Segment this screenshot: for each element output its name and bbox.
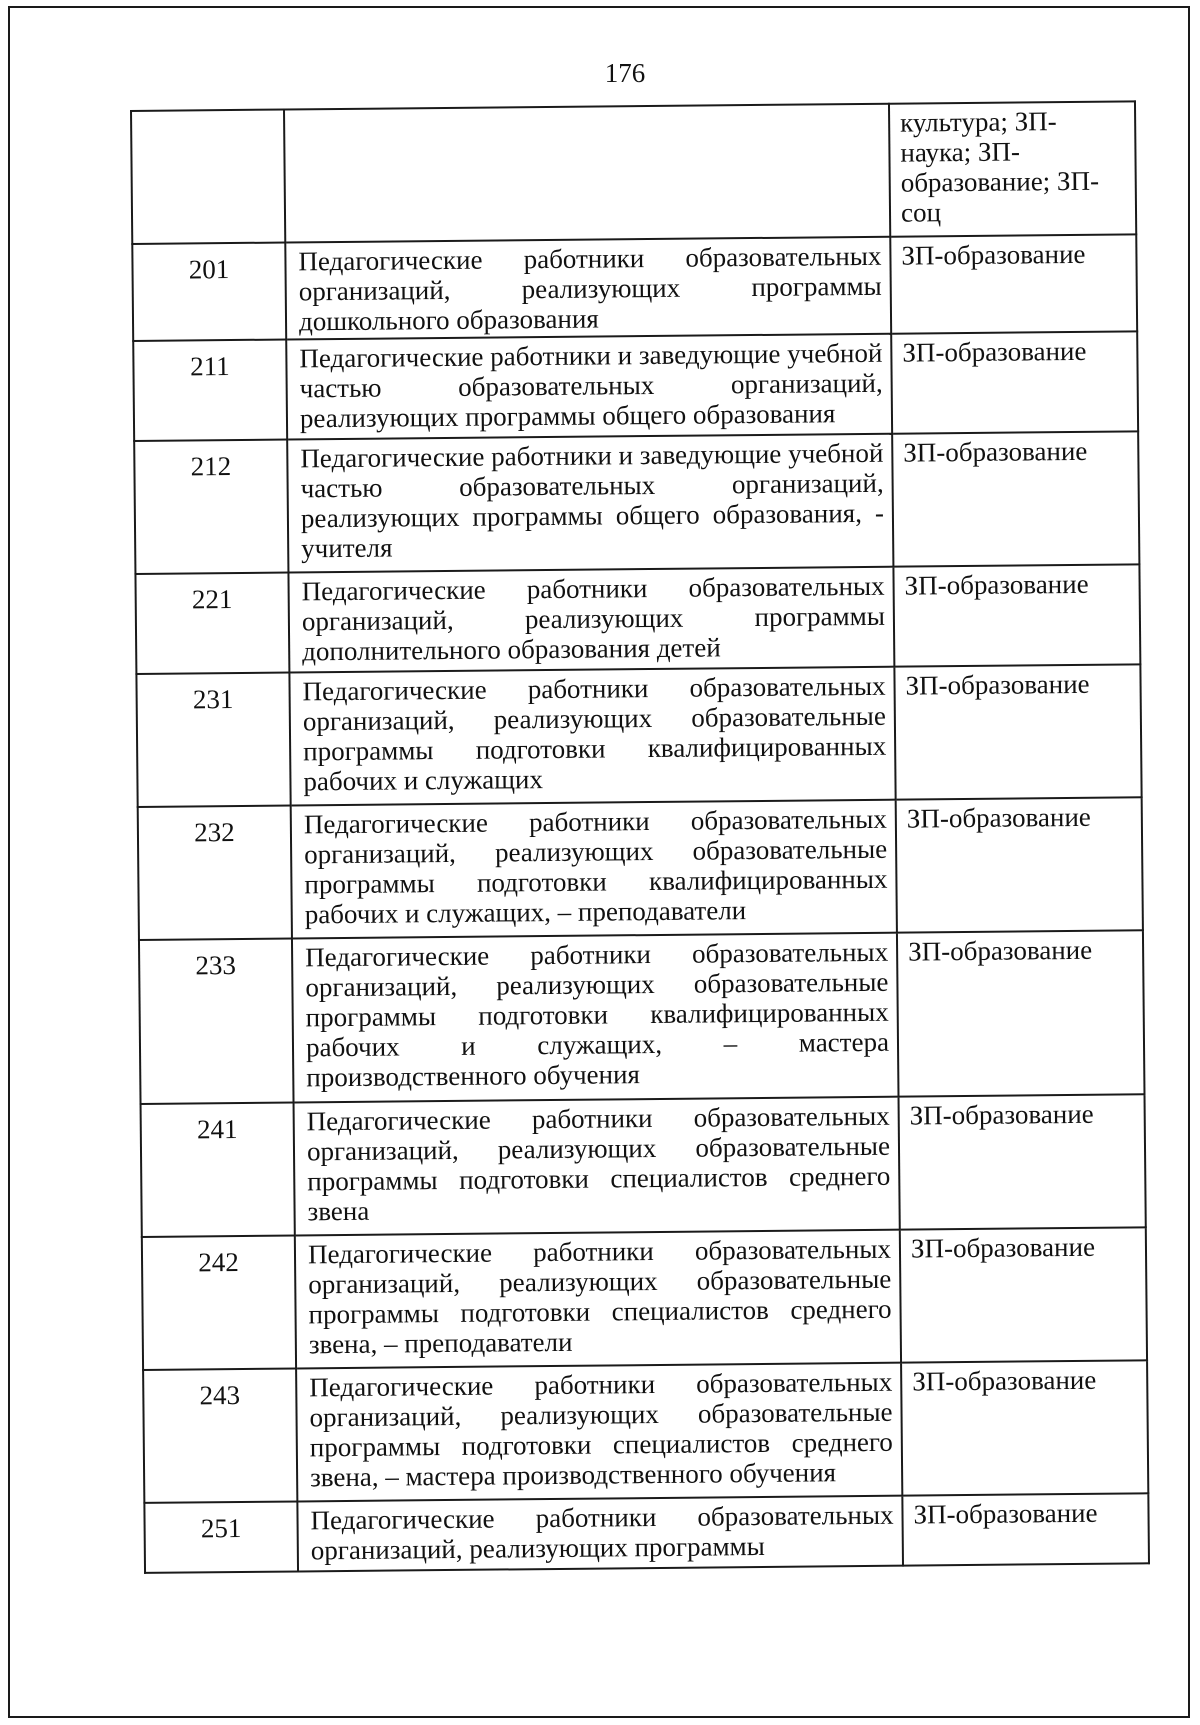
cell-name: Педагогические работники образовательных организаций, реализующих образовательные программы подготовки специалистов среднего звена, – преподаватели	[295, 1230, 901, 1369]
cell-name: Педагогические работники образовательных организаций, реализующих образовательные программы подготовки квалифицированных рабочих и служащих, – преподаватели	[291, 800, 897, 939]
cell-name: Педагогические работники образовательных организаций, реализующих образовательные программы подготовки квалифицированных рабочих и служащих, – мастера производственного обучения	[292, 933, 899, 1103]
table-row	[142, 1227, 1147, 1370]
table-body	[131, 101, 1149, 1573]
cell-code: 251	[144, 1501, 298, 1572]
cell-code	[131, 110, 285, 244]
table-row-continuation	[131, 101, 1136, 244]
cell-name: Педагогические работники образовательных организаций, реализующих программы	[297, 1496, 903, 1572]
table-row	[138, 797, 1143, 940]
table-row	[141, 1094, 1146, 1237]
table-container	[130, 100, 1150, 1574]
cell-code: 212	[134, 440, 288, 574]
cell-code: 241	[141, 1102, 295, 1236]
cell-code: 221	[135, 573, 289, 674]
cell-name: Педагогические работники образовательных организаций, реализующих образовательные программы подготовки специалистов среднего звена	[294, 1097, 900, 1236]
cell-name: Педагогические работники образовательных организаций, реализующих программы дошкольного образования	[285, 237, 891, 340]
classifier-table	[130, 100, 1150, 1574]
cell-category: ЗП-образование	[891, 331, 1138, 433]
cell-name	[284, 104, 890, 243]
cell-name: Педагогические работники образовательных организаций, реализующих образовательные программы подготовки специалистов среднего звена, – мастера производственного обучения	[296, 1363, 902, 1502]
cell-code: 211	[133, 340, 287, 441]
cell-category: культура; ЗП-наука; ЗП-образование; ЗП-соц	[889, 101, 1136, 236]
cell-code: 242	[142, 1235, 296, 1369]
table-row	[132, 234, 1137, 341]
cell-category: ЗП-образование	[893, 564, 1140, 666]
cell-category: ЗП-образование	[901, 1360, 1148, 1495]
cell-category: ЗП-образование	[902, 1493, 1149, 1565]
cell-category: ЗП-образование	[890, 234, 1137, 333]
table-row	[134, 431, 1139, 574]
table-row	[139, 930, 1145, 1104]
table-row	[135, 564, 1140, 674]
table-row	[133, 331, 1138, 441]
cell-name: Педагогические работники и заведующие учебной частью образовательных организаций, реализующих программы общего образования	[286, 334, 892, 440]
cell-code: 232	[138, 805, 292, 939]
table-row	[136, 664, 1141, 807]
cell-name: Педагогические работники и заведующие учебной частью образовательных организаций, реализующих программы общего образования, - учителя	[287, 434, 893, 573]
cell-category: ЗП-образование	[892, 431, 1139, 566]
page-number: 176	[604, 58, 646, 88]
table-row	[144, 1493, 1149, 1573]
cell-category: ЗП-образование	[894, 664, 1141, 799]
cell-name: Педагогические работники образовательных организаций, реализующих программы дополнительного образования детей	[288, 567, 894, 673]
cell-category: ЗП-образование	[896, 797, 1143, 932]
cell-category: ЗП-образование	[899, 1094, 1146, 1229]
cell-code: 243	[143, 1368, 297, 1502]
cell-category: ЗП-образование	[897, 930, 1145, 1096]
cell-code: 231	[136, 672, 290, 806]
cell-name: Педагогические работники образовательных организаций, реализующих образовательные программы подготовки квалифицированных рабочих и служащих	[289, 667, 895, 806]
table-row	[143, 1360, 1148, 1503]
cell-code: 233	[139, 938, 294, 1103]
cell-category: ЗП-образование	[900, 1227, 1147, 1362]
cell-code: 201	[132, 243, 286, 341]
